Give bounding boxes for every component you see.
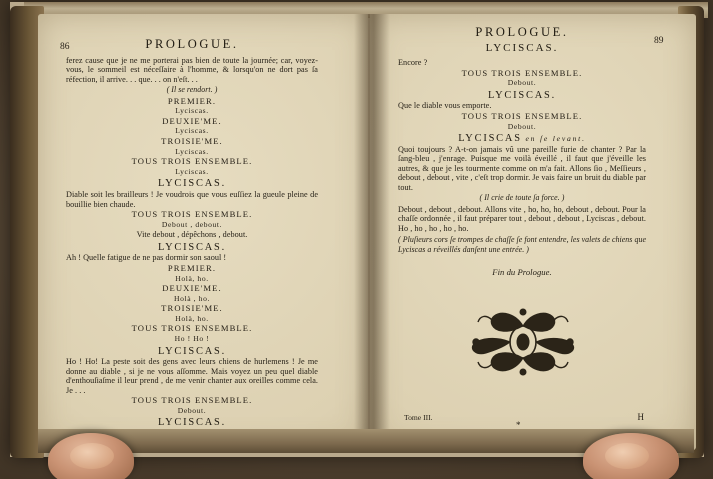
thumb-left [48, 433, 134, 479]
paragraph: ferez cause que je ne me porterai pas bien de toute la journée; car, voyez-vous, le sommeil est néceſſaire à l'homme, & lorsqu'on ne dort pas ſa réfection, il arrive. . . que. . . on n'eſt. . . [66, 55, 318, 84]
speaker-name: PREMIER. [167, 95, 217, 106]
speaker-cue: Holà, ho. [175, 313, 209, 323]
folio-left: 86 [60, 42, 70, 52]
page-header-right: PROLOGUE. [475, 25, 569, 39]
speaker-cue: Lyciscas. [175, 146, 209, 156]
paragraph: Ho ! Ho! La peste soit des gens avec leurs chiens de hurlemens ! Je me donne au diable , si je ne vous aſſomme. Mais voyez un peu quel diable d'enthouſiaſme il leur prend , de me venir chanter aux oreilles comme cela. Je . . . [66, 357, 318, 395]
folio-right: 89 [654, 36, 664, 46]
speaker-name: PREMIER. [167, 262, 217, 273]
volume-label: Tome III. [404, 413, 433, 422]
speaker-name: DEUXIE'ME. [162, 283, 222, 294]
signature-mark: H [637, 412, 644, 422]
speaker-name: TROISIE'ME. [161, 303, 223, 314]
speaker-cue: Lyciscas. [175, 166, 209, 176]
speaker-name: DEUXIE'ME. [162, 115, 222, 126]
footer-center-mark: * [516, 420, 521, 430]
speaker-name: TOUS TROIS ENSEMBLE. [131, 323, 253, 334]
speaker-name-lyciscas: LYCISCAS. [158, 178, 226, 190]
speaker-name-lyciscas: LYCISCAS. [158, 241, 226, 253]
speaker-cue: Lyciscas. [175, 106, 209, 116]
speaker-cue: Ho ! Ho ! [174, 334, 210, 344]
page-footer [404, 412, 644, 422]
speaker-name: TOUS TROIS ENSEMBLE. [461, 67, 583, 78]
speaker-name: TOUS TROIS ENSEMBLE. [461, 110, 583, 121]
page-header-left: PROLOGUE. [145, 37, 239, 51]
speaker-cue: Debout. [177, 405, 207, 415]
paragraph: Quoi toujours ? A-t-on jamais vû une pareille furie de chanter ? Par la ſang-bleu , j'enrage. Puisque me voilà éveillé , il faut que j'éveille les autres, & que je les tourmente comme on m'a fait. Allons ſio , Meſſieurs , debout , debout , vite , c'eſt trop dormir. Je vais faire un bruit du diable par tout. [398, 144, 646, 192]
speaker-name: TOUS TROIS ENSEMBLE. [131, 395, 253, 406]
floral-vignette-ornament [452, 300, 594, 384]
speaker-name-lyciscas-with-stage [398, 134, 646, 144]
stage-direction: ( Il se rendort. ) [166, 85, 218, 95]
right-page-text-column [398, 25, 646, 277]
thumbnail-right [605, 443, 649, 469]
speaker-cue: Holà, ho. [175, 273, 209, 283]
stage-direction-block: ( Pluſieurs cors ſe trompes de chaſſe ſe font entendre, les valets de chiens que Lyciscas a réveillés danſent une entrée. ) [398, 235, 646, 254]
thumb-right [583, 433, 679, 479]
end-of-prologue: Fin du Prologue. [492, 266, 552, 277]
dialogue-line: Vite debout , dépêchons , debout. [136, 230, 248, 240]
paragraph: Ah ! Quelle fatigue de ne pas dormir son saoul ! [66, 253, 227, 263]
speaker-name-lyciscas: LYCISCAS. [158, 345, 226, 357]
speaker-cue: Holà , ho. [174, 293, 210, 303]
stage-direction-inline: en ſe levant. [521, 134, 586, 144]
speaker-name: TROISIE'ME. [161, 136, 223, 147]
dialogue-line: Que le diable vous emporte. [398, 101, 492, 111]
speaker-name: TOUS TROIS ENSEMBLE. [131, 156, 253, 167]
dialogue-line: Encore ? [398, 58, 428, 68]
paragraph: Diable soit les brailleurs ! Je voudrois que vous euſſiez la gueule pleine de bouillie bien chaude. [66, 190, 318, 209]
thumbnail-left [70, 443, 114, 469]
speaker-cue: Lyciscas. [175, 126, 209, 136]
speaker-name-lyciscas: LYCISCAS. [158, 417, 226, 429]
speaker-name-lyciscas: LYCISCAS. [488, 89, 556, 101]
speaker-cue: Debout , debout. [161, 219, 223, 229]
stage-direction: ( Il crie de toute ſa force. ) [479, 193, 565, 203]
page-subheader-right: LYCISCAS. [485, 41, 559, 54]
speaker-name: TOUS TROIS ENSEMBLE. [131, 209, 253, 220]
speaker-cue: Debout. [507, 78, 537, 88]
speaker-cue: Debout. [507, 121, 537, 131]
left-page-text-column [66, 37, 318, 429]
speaker-name-text: LYCISCAS [458, 133, 522, 145]
paragraph: Debout , debout , debout. Allons vite , ho, ho, ho, debout , debout. Pour la chaſſe ordonnée , il faut préparer tout , debout , debout , Lyciscas , debout. Ho , ho , ho , ho , ho. [398, 204, 646, 233]
